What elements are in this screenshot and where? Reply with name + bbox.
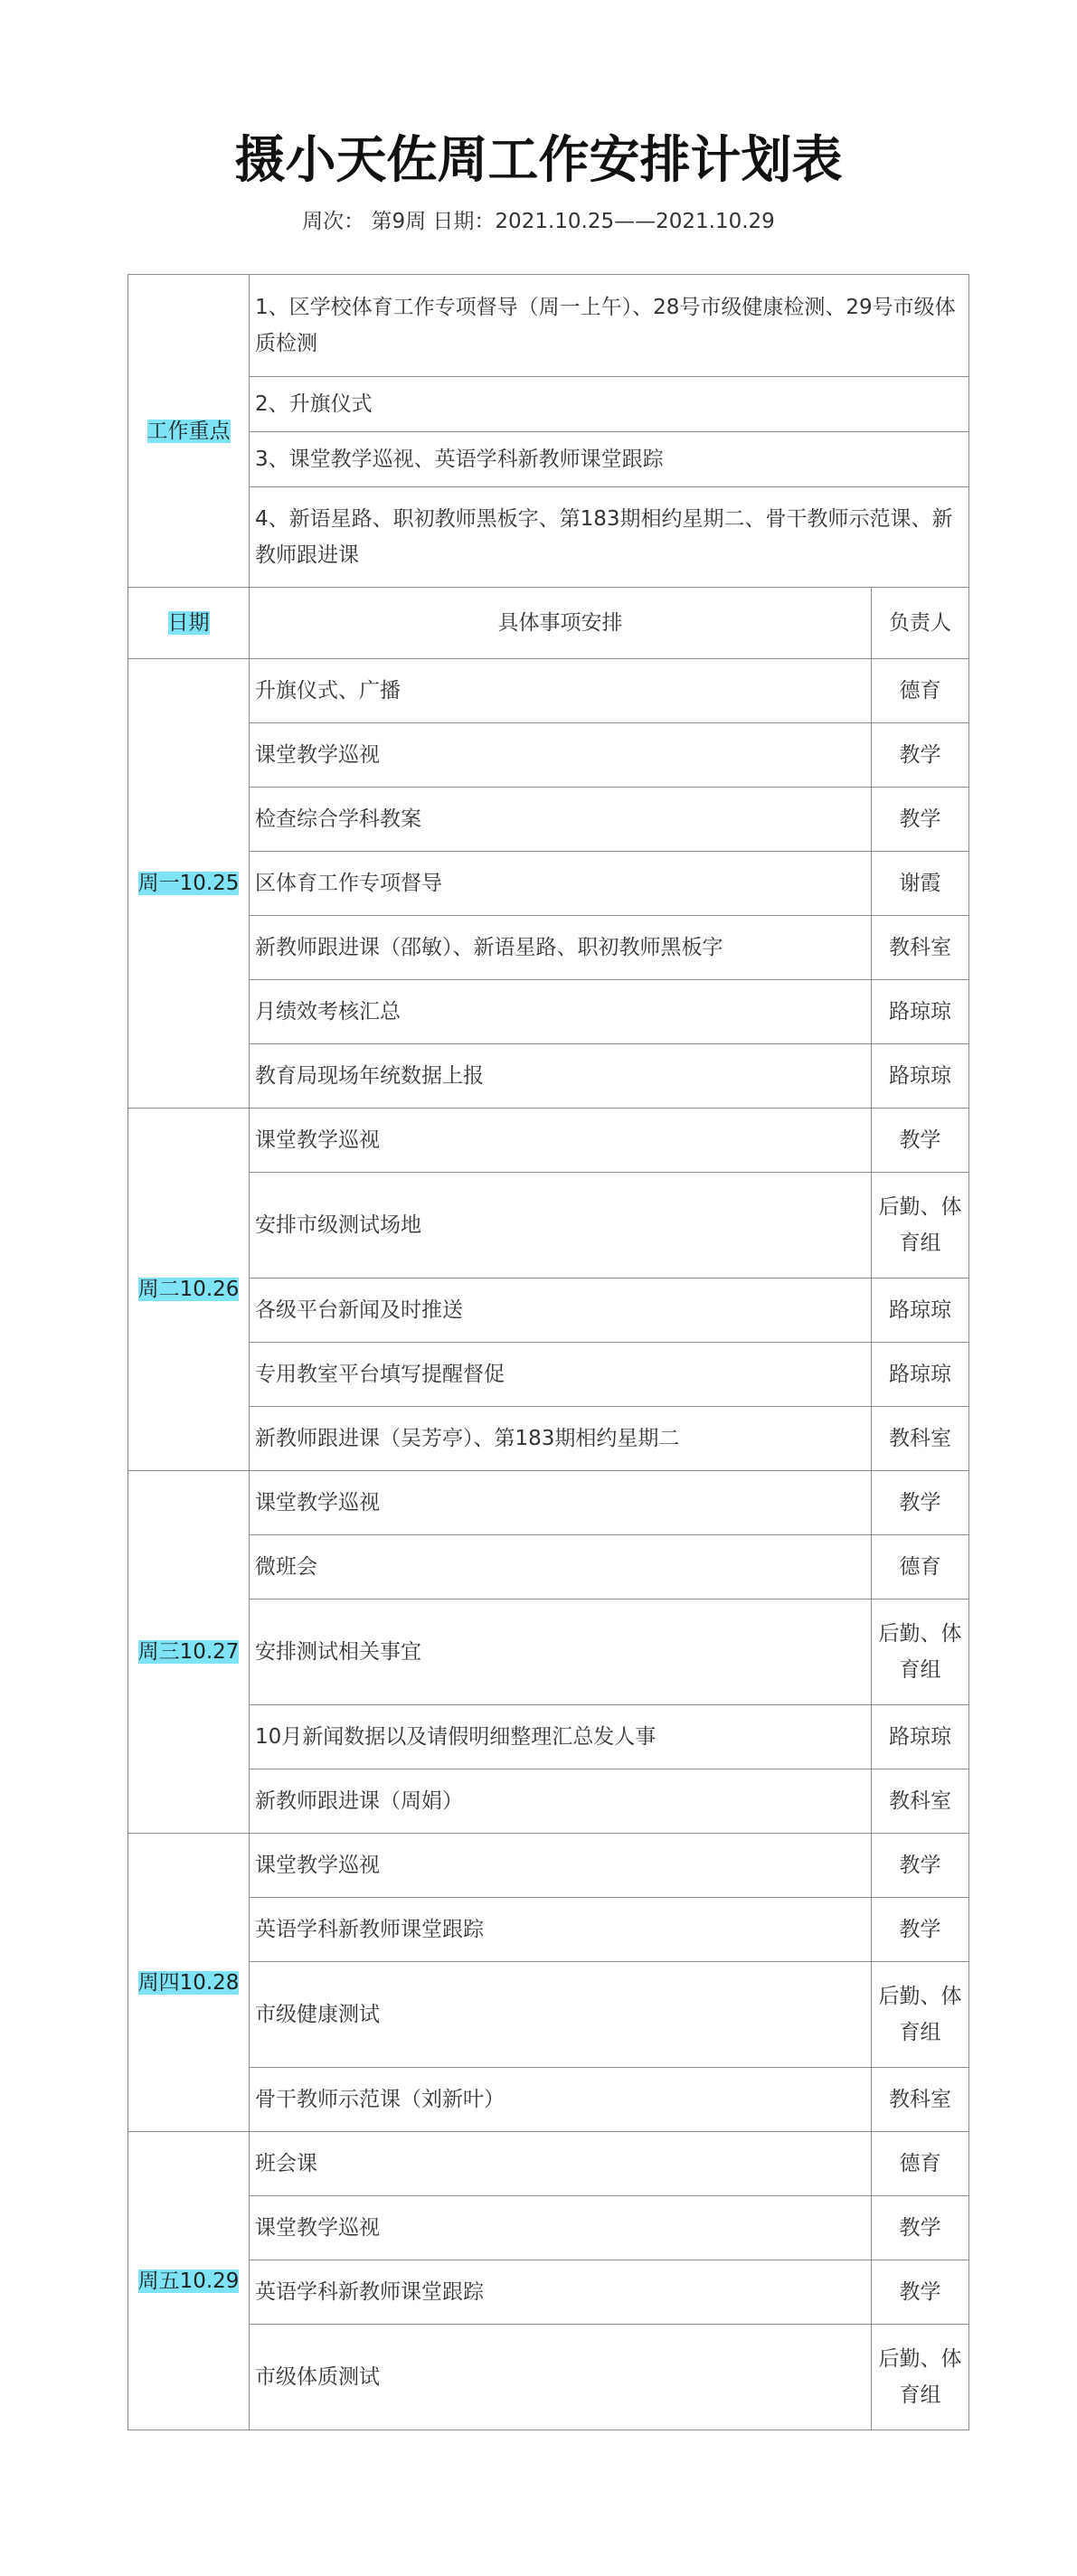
task-cell: 教育局现场年统数据上报 [250, 1044, 872, 1109]
task-cell: 升旗仪式、广播 [250, 659, 872, 723]
focus-row [128, 275, 969, 377]
owner-cell: 后勤、体育组 [872, 1962, 969, 2068]
owner-cell: 德育 [872, 1535, 969, 1599]
task-cell: 各级平台新闻及时推送 [250, 1279, 872, 1343]
task-cell: 区体育工作专项督导 [250, 852, 872, 916]
focus-item: 1、区学校体育工作专项督导（周一上午）、28号市级健康检测、29号市级体质检测 [250, 275, 969, 377]
schedule-row [128, 916, 969, 980]
task-cell: 安排市级测试场地 [250, 1173, 872, 1279]
focus-item: 4、新语星路、职初教师黑板字、第183期相约星期二、骨干教师示范课、新教师跟进课 [250, 487, 969, 588]
task-cell: 新教师跟进课（邵敏）、新语星路、职初教师黑板字 [250, 916, 872, 980]
task-cell: 课堂教学巡视 [250, 1109, 872, 1173]
owner-cell: 路琼琼 [872, 1705, 969, 1769]
task-cell: 专用教室平台填写提醒督促 [250, 1343, 872, 1407]
owner-cell: 教学 [872, 1109, 969, 1173]
task-cell: 英语学科新教师课堂跟踪 [250, 2260, 872, 2325]
owner-cell: 路琼琼 [872, 980, 969, 1044]
day-label-cell [128, 659, 250, 1109]
owner-cell: 教学 [872, 2196, 969, 2260]
task-cell: 10月新闻数据以及请假明细整理汇总发人事 [250, 1705, 872, 1769]
focus-item: 3、课堂教学巡视、英语学科新教师课堂跟踪 [250, 432, 969, 487]
focus-label-cell [128, 275, 250, 588]
focus-row [128, 432, 969, 487]
owner-cell: 教科室 [872, 1769, 969, 1834]
schedule-row [128, 1705, 969, 1769]
owner-cell: 德育 [872, 2132, 969, 2196]
day-label-cell [128, 1834, 250, 2132]
page-subtitle: 周次： 第9周 日期：2021.10.25——2021.10.29 [302, 210, 775, 233]
date-header-cell [128, 588, 250, 659]
schedule-row [128, 2196, 969, 2260]
owner-cell: 路琼琼 [872, 1343, 969, 1407]
owner-cell: 教学 [872, 1834, 969, 1898]
day-label-cell [128, 2132, 250, 2430]
schedule-row [128, 1109, 969, 1173]
task-header: 具体事项安排 [250, 588, 872, 659]
header-row [128, 588, 969, 659]
focus-label: 工作重点 [146, 419, 231, 443]
day-label: 周四10.28 [137, 1970, 240, 1995]
schedule-row [128, 788, 969, 852]
focus-row [128, 377, 969, 432]
schedule-row [128, 1173, 969, 1279]
schedule-row [128, 659, 969, 723]
focus-row [128, 487, 969, 588]
task-cell: 英语学科新教师课堂跟踪 [250, 1898, 872, 1962]
focus-item: 2、升旗仪式 [250, 377, 969, 432]
task-cell: 微班会 [250, 1535, 872, 1599]
schedule-row [128, 852, 969, 916]
task-cell: 班会课 [250, 2132, 872, 2196]
schedule-row [128, 1279, 969, 1343]
date-header: 日期 [167, 611, 210, 635]
schedule-table [128, 274, 969, 2430]
day-label: 周一10.25 [137, 872, 240, 895]
schedule-row [128, 1471, 969, 1535]
task-cell: 市级健康测试 [250, 1962, 872, 2068]
schedule-row [128, 723, 969, 788]
owner-cell: 教科室 [872, 1407, 969, 1471]
task-cell: 课堂教学巡视 [250, 723, 872, 788]
schedule-row [128, 1044, 969, 1109]
schedule-row [128, 2260, 969, 2325]
schedule-row [128, 980, 969, 1044]
schedule-row [128, 2325, 969, 2430]
task-cell: 骨干教师示范课（刘新叶） [250, 2068, 872, 2132]
page-title: 摄小天佐周工作安排计划表 [234, 131, 843, 190]
task-cell: 市级体质测试 [250, 2325, 872, 2430]
owner-cell: 教科室 [872, 916, 969, 980]
schedule-row [128, 1962, 969, 2068]
owner-cell: 教学 [872, 2260, 969, 2325]
task-cell: 安排测试相关事宜 [250, 1599, 872, 1705]
owner-cell: 教学 [872, 723, 969, 788]
schedule-row [128, 2068, 969, 2132]
schedule-row [128, 1407, 969, 1471]
owner-cell: 后勤、体育组 [872, 1599, 969, 1705]
task-cell: 课堂教学巡视 [250, 1471, 872, 1535]
task-cell: 新教师跟进课（周娟） [250, 1769, 872, 1834]
owner-cell: 教学 [872, 788, 969, 852]
task-cell: 月绩效考核汇总 [250, 980, 872, 1044]
day-label: 周二10.26 [137, 1278, 240, 1301]
schedule-row [128, 1769, 969, 1834]
task-cell: 课堂教学巡视 [250, 2196, 872, 2260]
owner-cell: 后勤、体育组 [872, 1173, 969, 1279]
owner-header: 负责人 [872, 588, 969, 659]
day-label: 周三10.27 [137, 1640, 240, 1664]
task-cell: 检查综合学科教案 [250, 788, 872, 852]
day-label-cell [128, 1471, 250, 1834]
owner-cell: 教科室 [872, 2068, 969, 2132]
task-cell: 新教师跟进课（吴芳亭）、第183期相约星期二 [250, 1407, 872, 1471]
schedule-row [128, 1343, 969, 1407]
schedule-row [128, 2132, 969, 2196]
owner-cell: 德育 [872, 659, 969, 723]
owner-cell: 教学 [872, 1898, 969, 1962]
schedule-row [128, 1599, 969, 1705]
schedule-row [128, 1834, 969, 1898]
day-label-cell [128, 1109, 250, 1471]
day-label: 周五10.29 [137, 2269, 240, 2293]
owner-cell: 路琼琼 [872, 1044, 969, 1109]
schedule-row [128, 1535, 969, 1599]
schedule-row [128, 1898, 969, 1962]
task-cell: 课堂教学巡视 [250, 1834, 872, 1898]
owner-cell: 教学 [872, 1471, 969, 1535]
owner-cell: 谢霞 [872, 852, 969, 916]
owner-cell: 路琼琼 [872, 1279, 969, 1343]
owner-cell: 后勤、体育组 [872, 2325, 969, 2430]
